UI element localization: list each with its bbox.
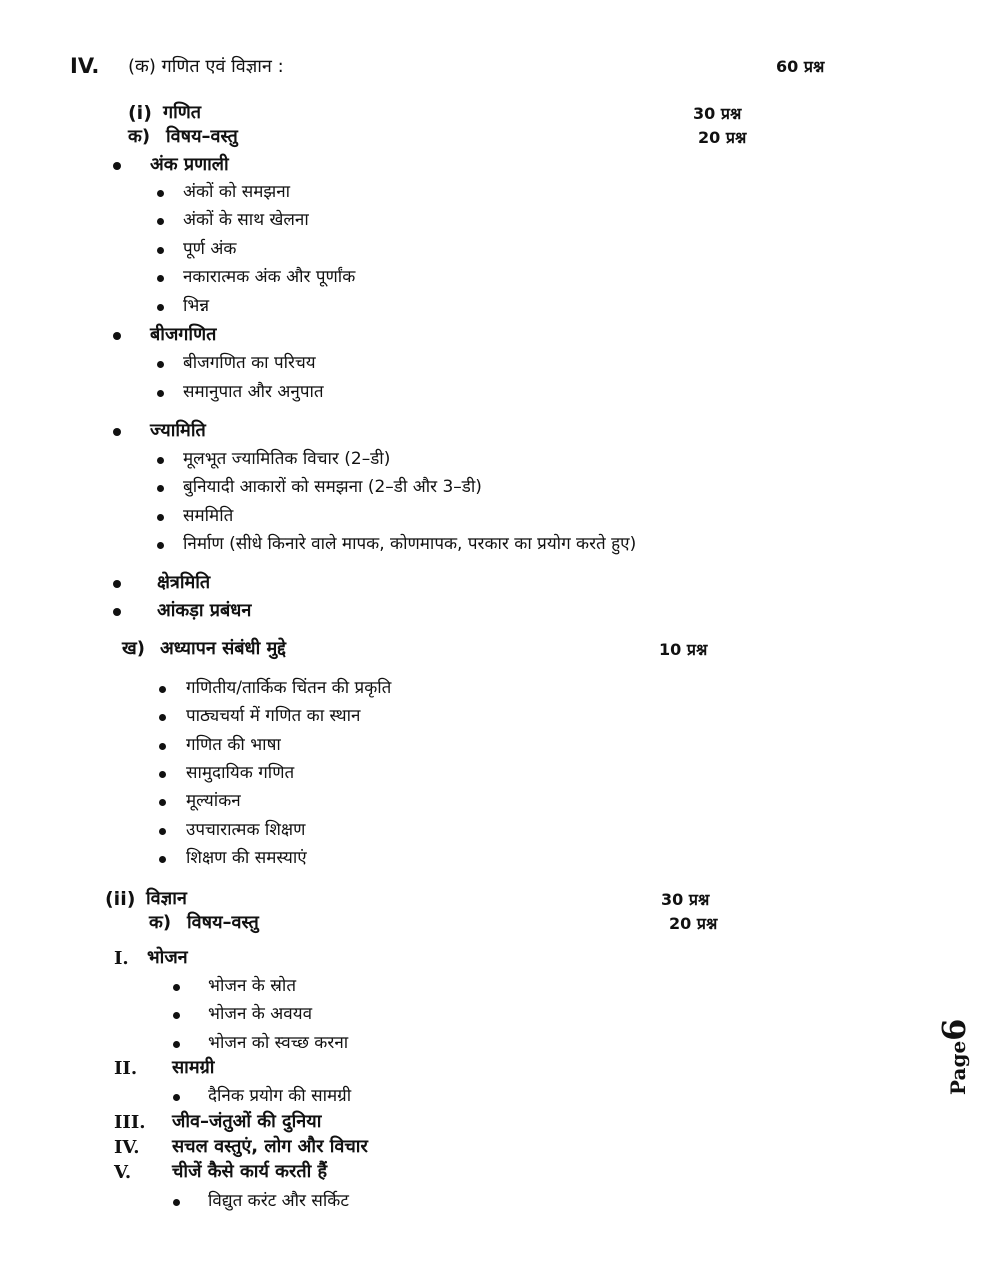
bullet-icon (113, 162, 121, 170)
list-item: पूर्ण अंक (183, 239, 237, 259)
list-item: भोजन के अवयव (208, 1004, 313, 1024)
bullet-icon (159, 799, 166, 806)
bullet-icon (159, 828, 166, 835)
list-item: पाठ्यचर्या में गणित का स्थान (186, 706, 361, 726)
list-item: भोजन के स्रोत (208, 976, 297, 996)
bullet-icon (113, 608, 121, 616)
pedagogy-count: 10 प्रश्न (659, 640, 708, 659)
unit-title: सामग्री (172, 1057, 215, 1078)
page-label: Page (946, 1040, 970, 1095)
bullet-icon (157, 190, 164, 197)
science-content-title: विषय–वस्तु (187, 912, 259, 933)
list-item: मूल्यांकन (186, 791, 241, 811)
science-title: विज्ञान (146, 888, 187, 909)
bullet-icon (157, 275, 164, 282)
group-title: ज्यामिति (150, 420, 206, 441)
science-content-label: क) (149, 912, 172, 933)
list-item: निर्माण (सीधे किनारे वाले मापक, कोणमापक, परकार का प्रयोग करते हुए) (183, 534, 637, 554)
bullet-icon (157, 542, 164, 549)
group-title: क्षेत्रमिति (157, 572, 211, 593)
group-title: बीजगणित (150, 324, 217, 345)
unit-numeral: I. (114, 948, 129, 969)
list-item: बुनियादी आकारों को समझना (2–डी और 3–डी) (183, 477, 482, 497)
list-item: सममिति (183, 506, 234, 526)
maths-count: 30 प्रश्न (693, 104, 742, 123)
bullet-icon (173, 984, 180, 991)
section-title: (क) गणित एवं विज्ञान : (128, 56, 284, 77)
unit-title: चीजें कैसे कार्य करती हैं (172, 1161, 328, 1182)
bullet-icon (173, 1094, 180, 1101)
page-number (935, 1019, 973, 1095)
unit-title: सचल वस्तुएं, लोग और विचार (172, 1136, 368, 1157)
bullet-icon (159, 743, 166, 750)
bullet-icon (173, 1199, 180, 1206)
page-number-value: 6 (935, 1018, 973, 1041)
bullet-icon (113, 332, 121, 340)
unit-title: भोजन (147, 947, 188, 968)
bullet-icon (157, 390, 164, 397)
maths-label: (i) (128, 102, 152, 124)
list-item: मूलभूत ज्यामितिक विचार (2–डी) (183, 449, 391, 469)
pedagogy-label: ख) (122, 638, 145, 659)
bullet-icon (159, 856, 166, 863)
list-item: गणित की भाषा (186, 735, 281, 755)
group-title: आंकड़ा प्रबंधन (157, 600, 252, 621)
list-item: गणितीय/तार्किक चिंतन की प्रकृति (186, 678, 392, 698)
unit-numeral: V. (114, 1162, 132, 1183)
bullet-icon (157, 247, 164, 254)
list-item: दैनिक प्रयोग की सामग्री (208, 1086, 352, 1106)
unit-numeral: IV. (114, 1137, 140, 1158)
maths-title: गणित (163, 102, 202, 123)
bullet-icon (157, 304, 164, 311)
unit-title: जीव–जंतुओं की दुनिया (172, 1111, 322, 1132)
list-item: समानुपात और अनुपात (183, 382, 324, 402)
bullet-icon (173, 1041, 180, 1048)
bullet-icon (157, 485, 164, 492)
unit-numeral: III. (114, 1112, 146, 1133)
list-item: अंकों को समझना (183, 182, 291, 202)
science-label: (ii) (105, 888, 136, 910)
bullet-icon (159, 686, 166, 693)
list-item: भिन्न (183, 296, 210, 316)
list-item: अंकों के साथ खेलना (183, 210, 309, 230)
list-item: विद्युत करंट और सर्किट (208, 1191, 349, 1211)
maths-content-label: क) (128, 126, 151, 147)
bullet-icon (113, 580, 121, 588)
science-count: 30 प्रश्न (661, 890, 710, 909)
bullet-icon (159, 714, 166, 721)
bullet-icon (173, 1012, 180, 1019)
bullet-icon (157, 361, 164, 368)
list-item: नकारात्मक अंक और पूर्णांक (183, 267, 356, 287)
science-content-count: 20 प्रश्न (669, 914, 718, 933)
bullet-icon (157, 218, 164, 225)
maths-content-count: 20 प्रश्न (698, 128, 747, 147)
pedagogy-title: अध्यापन संबंधी मुद्दे (160, 638, 287, 659)
bullet-icon (113, 428, 121, 436)
list-item: बीजगणित का परिचय (183, 353, 316, 373)
list-item: भोजन को स्वच्छ करना (208, 1033, 349, 1053)
section-numeral: IV. (70, 54, 100, 78)
bullet-icon (159, 771, 166, 778)
maths-content-title: विषय–वस्तु (166, 126, 238, 147)
unit-numeral: II. (114, 1058, 138, 1079)
section-count: 60 प्रश्न (776, 57, 825, 76)
bullet-icon (157, 514, 164, 521)
bullet-icon (157, 457, 164, 464)
list-item: सामुदायिक गणित (186, 763, 295, 783)
list-item: उपचारात्मक शिक्षण (186, 820, 306, 840)
list-item: शिक्षण की समस्याएं (186, 848, 307, 868)
group-title: अंक प्रणाली (150, 154, 229, 175)
